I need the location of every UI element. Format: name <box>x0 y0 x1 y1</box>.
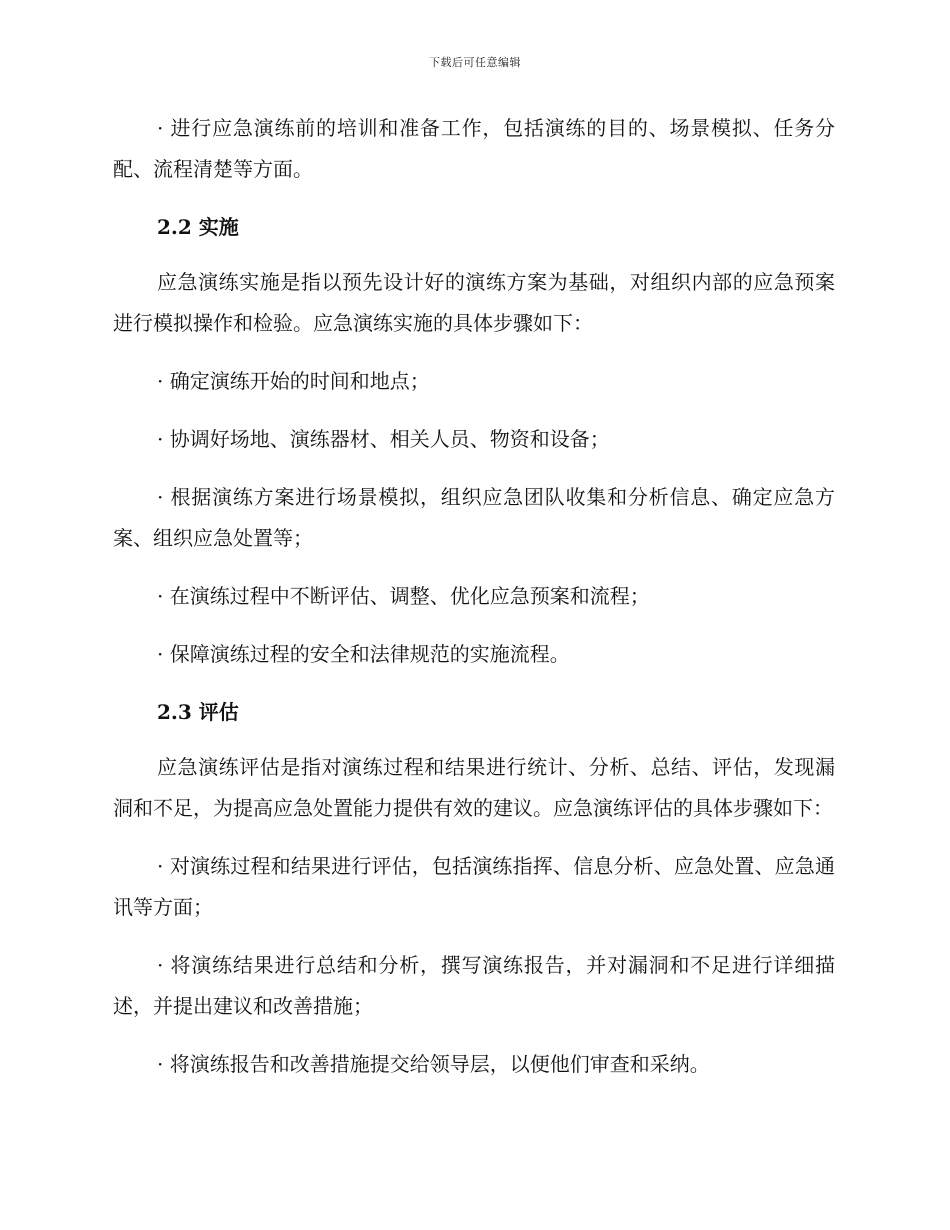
paragraph-implementation-intro: 应急演练实施是指以预先设计好的演练方案为基础，对组织内部的应急预案进行模拟操作和检验。应急演练实施的具体步骤如下： <box>113 270 835 335</box>
bullet-paragraph-scenario: · 根据演练方案进行场景模拟，组织应急团队收集和分析信息、确定应急方案、组织应急处置等； <box>113 485 835 550</box>
bullet-paragraph-safety: · 保障演练过程的安全和法律规范的实施流程。 <box>157 642 570 666</box>
bullet-paragraph-report: · 将演练结果进行总结和分析，撰写演练报告，并对漏洞和不足进行详细描述，并提出建议和改善措施； <box>113 953 835 1018</box>
section-heading-implementation: 2.2 实施 <box>157 215 239 239</box>
bullet-paragraph-submit: · 将演练报告和改善措施提交给领导层，以便他们审查和采纳。 <box>157 1052 710 1076</box>
document-body <box>113 108 835 1102</box>
bullet-paragraph-time-place: · 确定演练开始的时间和地点； <box>157 369 430 393</box>
bullet-paragraph-assess: · 对演练过程和结果进行评估，包括演练指挥、信息分析、应急处置、应急通讯等方面； <box>113 854 835 919</box>
bullet-paragraph-preparation: · 进行应急演练前的培训和准备工作，包括演练的目的、场景模拟、任务分配、流程清楚等方面。 <box>113 116 835 181</box>
paragraph-evaluation-intro: 应急演练评估是指对演练过程和结果进行统计、分析、总结、评估，发现漏洞和不足，为提高应急处置能力提供有效的建议。应急演练评估的具体步骤如下： <box>113 755 835 820</box>
section-heading-evaluation: 2.3 评估 <box>157 700 239 724</box>
bullet-paragraph-coordinate: · 协调好场地、演练器材、相关人员、物资和设备； <box>157 427 610 451</box>
bullet-paragraph-optimize: · 在演练过程中不断评估、调整、优化应急预案和流程； <box>157 584 650 608</box>
page-header: 下载后可任意编辑 <box>429 56 521 69</box>
